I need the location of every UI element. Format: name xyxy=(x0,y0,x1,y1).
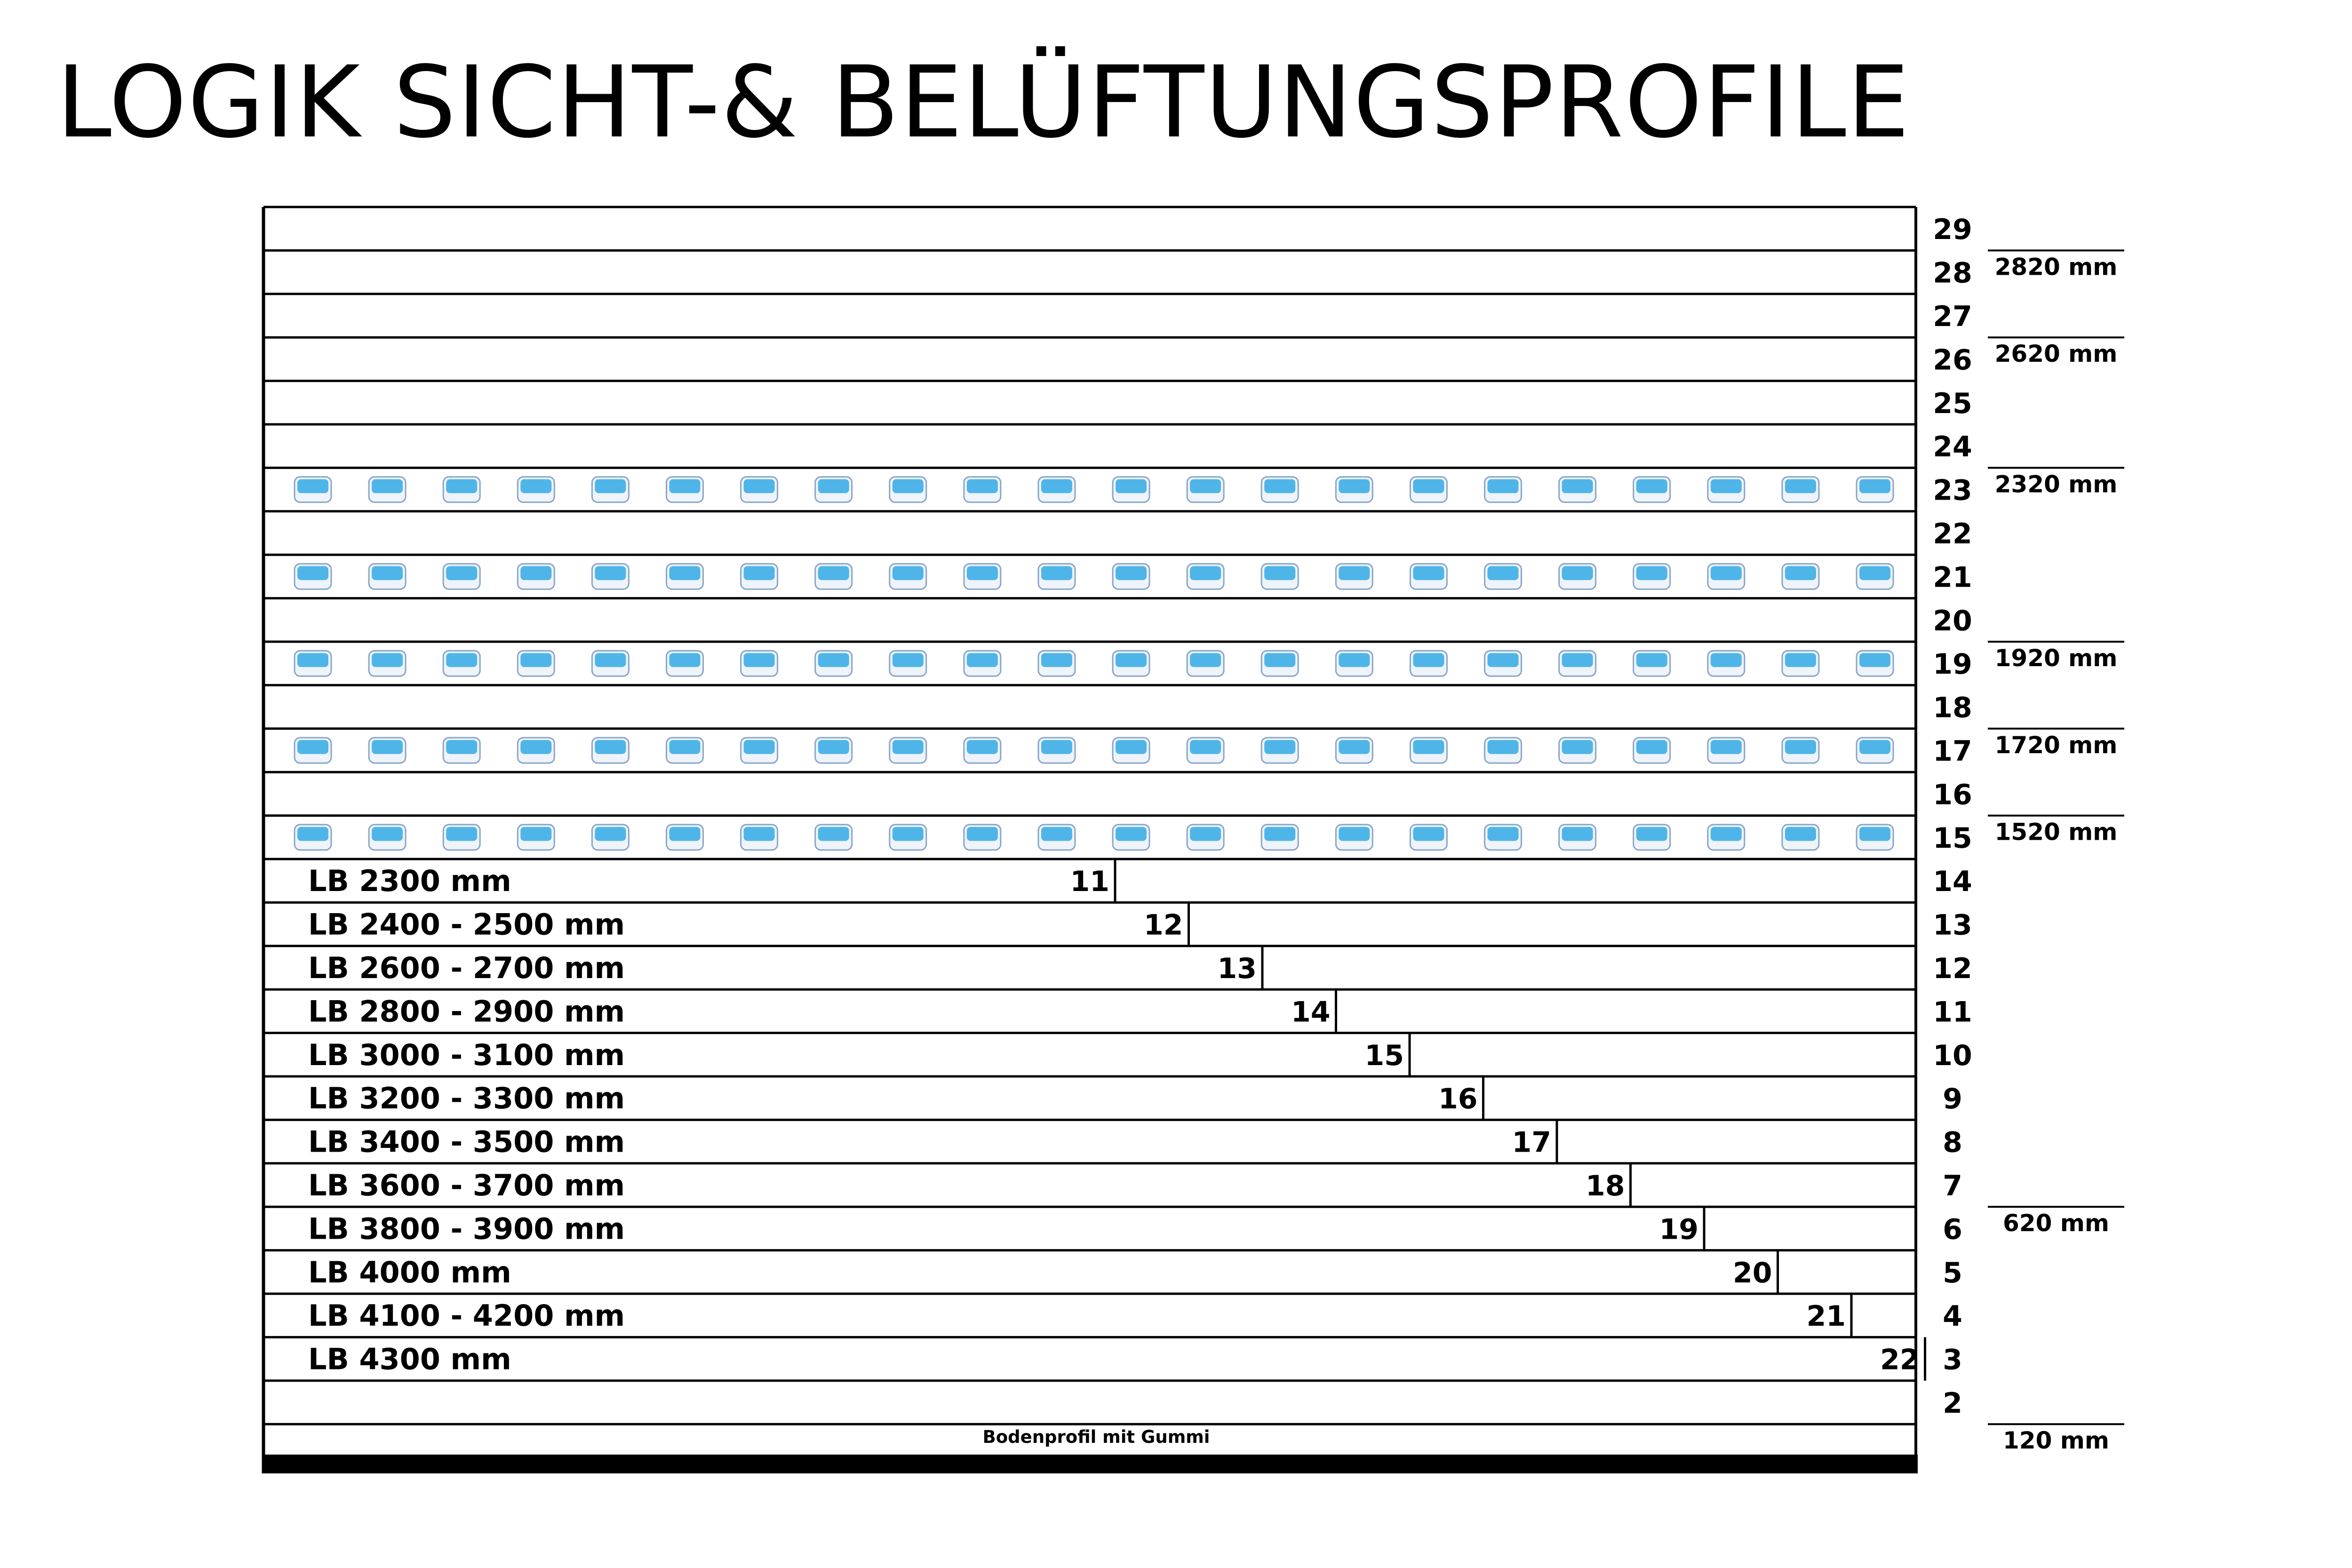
vent-slot-opening xyxy=(669,653,700,667)
vent-slot xyxy=(1038,564,1075,589)
vent-slot xyxy=(1410,651,1447,676)
slat-number: 3 xyxy=(1943,1343,1962,1377)
vent-slot xyxy=(1485,651,1522,676)
vent-slot-opening xyxy=(372,566,403,580)
vent-slot-opening xyxy=(1562,566,1593,580)
vent-slot xyxy=(1559,564,1596,589)
vent-slot xyxy=(1559,651,1596,676)
vent-slot xyxy=(964,825,1001,850)
vent-slot-opening xyxy=(818,566,849,580)
vent-slot xyxy=(295,651,331,676)
slat-number: 20 xyxy=(1933,604,1972,637)
vent-slot-opening xyxy=(744,827,775,841)
height-label: 1920 mm xyxy=(1994,645,2118,672)
vent-slot-opening xyxy=(520,479,551,493)
vent-slot xyxy=(1261,477,1298,502)
vent-slot-opening xyxy=(1711,827,1742,841)
slat-number: 16 xyxy=(1933,778,1972,812)
vent-slot xyxy=(1559,825,1596,850)
vent-slot-opening xyxy=(1339,653,1370,667)
vent-slot-opening xyxy=(520,740,551,754)
vent-slot xyxy=(295,738,331,763)
vent-slot-opening xyxy=(595,740,626,754)
vent-slot xyxy=(443,477,480,502)
vent-slot xyxy=(1782,825,1819,850)
vent-slot-opening xyxy=(1190,653,1221,667)
slat-number: 17 xyxy=(1933,735,1972,768)
vent-slot xyxy=(1187,738,1224,763)
vent-slot xyxy=(815,477,852,502)
slat-count: 16 xyxy=(1438,1082,1478,1116)
vent-slot xyxy=(815,738,852,763)
vent-slot xyxy=(1113,477,1149,502)
vent-slot-opening xyxy=(744,740,775,754)
slat-number: 26 xyxy=(1933,343,1972,377)
height-label: 1720 mm xyxy=(1994,731,2118,759)
vent-slot xyxy=(1261,738,1298,763)
slat-number: 28 xyxy=(1933,256,1972,290)
vent-slot-opening xyxy=(967,653,998,667)
vent-slot-opening xyxy=(1859,827,1890,841)
vent-slot-opening xyxy=(1264,479,1295,493)
slat-number: 14 xyxy=(1933,865,1972,899)
vent-slot xyxy=(1336,651,1372,676)
slat-count: 15 xyxy=(1364,1039,1404,1072)
vent-slot-opening xyxy=(1264,653,1295,667)
vent-slot-opening xyxy=(893,653,924,667)
vent-slot xyxy=(592,738,629,763)
vent-slot-opening xyxy=(744,479,775,493)
vent-slot-opening xyxy=(1116,479,1147,493)
vent-slot-opening xyxy=(1264,827,1295,841)
vent-slot xyxy=(1634,651,1670,676)
vent-slot xyxy=(1261,825,1298,850)
vent-slot-opening xyxy=(297,827,328,841)
slat-count: 11 xyxy=(1070,865,1109,899)
vent-slot xyxy=(295,564,331,589)
vent-slot-opening xyxy=(1190,479,1221,493)
vent-slot-opening xyxy=(1711,479,1742,493)
vent-slot-opening xyxy=(669,827,700,841)
vent-slot-opening xyxy=(372,479,403,493)
vent-slot-opening xyxy=(1859,566,1890,580)
width-range-label: LB 3600 - 3700 mm xyxy=(308,1168,625,1202)
vent-slot-opening xyxy=(1636,479,1667,493)
vent-slot xyxy=(369,738,406,763)
vent-slot xyxy=(1857,825,1893,850)
ventilation-slots xyxy=(295,477,1893,850)
vent-slot-opening xyxy=(520,827,551,841)
vent-slot-opening xyxy=(1413,827,1444,841)
vent-slot xyxy=(890,651,926,676)
vent-slot-opening xyxy=(297,740,328,754)
height-label: 1520 mm xyxy=(1994,818,2118,846)
width-range-label: LB 3800 - 3900 mm xyxy=(308,1211,625,1246)
vent-slot xyxy=(1857,564,1893,589)
width-range-label: LB 3000 - 3100 mm xyxy=(308,1037,625,1072)
vent-slot xyxy=(369,477,406,502)
vent-slot-opening xyxy=(1785,740,1816,754)
vent-slot xyxy=(666,564,703,589)
vent-slot-opening xyxy=(446,827,477,841)
slat-number: 12 xyxy=(1933,952,1972,985)
vent-slot-opening xyxy=(595,653,626,667)
vent-slot-opening xyxy=(372,740,403,754)
vent-slot xyxy=(1038,738,1075,763)
vent-slot-opening xyxy=(744,653,775,667)
slat-count: 12 xyxy=(1144,908,1183,942)
vent-slot-opening xyxy=(297,479,328,493)
slat-number: 8 xyxy=(1943,1126,1962,1159)
bottom-base-bar xyxy=(263,1455,1918,1473)
vent-slot xyxy=(1485,738,1522,763)
vent-slot-opening xyxy=(967,827,998,841)
vent-slot xyxy=(964,477,1001,502)
vent-slot-opening xyxy=(818,827,849,841)
width-range-label: LB 2400 - 2500 mm xyxy=(308,907,625,942)
vent-slot xyxy=(1634,477,1670,502)
vent-slot xyxy=(890,564,926,589)
vent-slot xyxy=(1559,477,1596,502)
vent-slot xyxy=(1634,564,1670,589)
vent-slot-opening xyxy=(1785,827,1816,841)
vent-slot xyxy=(518,477,554,502)
vent-slot-opening xyxy=(1785,566,1816,580)
slat-number: 13 xyxy=(1933,908,1972,942)
width-range-label: LB 4000 mm xyxy=(308,1255,511,1289)
slat-count: 20 xyxy=(1733,1256,1772,1289)
vent-slot-opening xyxy=(595,827,626,841)
vent-slot-opening xyxy=(1190,740,1221,754)
vent-slot xyxy=(1410,564,1447,589)
vent-slot-opening xyxy=(1116,827,1147,841)
vent-slot-opening xyxy=(1339,827,1370,841)
vent-slot xyxy=(1336,564,1372,589)
height-markers xyxy=(1988,250,2124,1454)
vent-slot xyxy=(1559,738,1596,763)
vent-slot xyxy=(443,564,480,589)
vent-slot xyxy=(964,738,1001,763)
vent-slot xyxy=(443,738,480,763)
vent-slot xyxy=(518,738,554,763)
width-range-label: LB 2800 - 2900 mm xyxy=(308,994,625,1029)
vent-slot-opening xyxy=(1041,740,1072,754)
width-range-label: LB 2600 - 2700 mm xyxy=(308,951,625,985)
vent-slot-opening xyxy=(372,653,403,667)
vent-slot-opening xyxy=(1041,479,1072,493)
height-label: 2620 mm xyxy=(1994,340,2118,368)
vent-slot-opening xyxy=(520,653,551,667)
vent-slot-opening xyxy=(818,653,849,667)
slat-count: 18 xyxy=(1586,1170,1625,1202)
vent-slot xyxy=(1187,564,1224,589)
vent-slot xyxy=(666,738,703,763)
vent-slot xyxy=(964,564,1001,589)
vent-slot xyxy=(1634,738,1670,763)
slat-number: 24 xyxy=(1933,430,1972,464)
vent-slot xyxy=(964,651,1001,676)
vent-slot-opening xyxy=(1413,740,1444,754)
slat-count: 17 xyxy=(1512,1126,1551,1159)
vent-slot-opening xyxy=(1413,566,1444,580)
vent-slot-opening xyxy=(1636,740,1667,754)
vent-slot xyxy=(815,564,852,589)
vent-slot-opening xyxy=(1339,479,1370,493)
vent-slot-opening xyxy=(1562,827,1593,841)
vent-slot-opening xyxy=(1413,479,1444,493)
vent-slot-opening xyxy=(1041,653,1072,667)
height-label: 2320 mm xyxy=(1994,470,2118,498)
bottom-profile xyxy=(263,1427,1918,1473)
vent-slot-opening xyxy=(1562,653,1593,667)
vent-slot xyxy=(592,477,629,502)
width-range-label: LB 4100 - 4200 mm xyxy=(308,1298,625,1333)
vent-slot-opening xyxy=(1636,653,1667,667)
slat-number: 29 xyxy=(1933,213,1972,247)
vent-slot xyxy=(369,825,406,850)
vent-slot xyxy=(1782,564,1819,589)
vent-slot xyxy=(443,651,480,676)
width-range-label: LB 2300 mm xyxy=(308,864,511,899)
slat-count: 21 xyxy=(1806,1300,1846,1333)
vent-slot-opening xyxy=(1488,827,1519,841)
vent-slot xyxy=(1857,651,1893,676)
vent-slot xyxy=(1336,477,1372,502)
height-label: 120 mm xyxy=(2003,1427,2109,1455)
vent-slot xyxy=(1038,477,1075,502)
slat-number: 21 xyxy=(1933,561,1972,594)
slat-count: 14 xyxy=(1291,995,1331,1029)
vent-slot-opening xyxy=(1413,653,1444,667)
slat-number: 27 xyxy=(1933,300,1972,333)
vent-slot xyxy=(518,651,554,676)
vent-slot xyxy=(1782,738,1819,763)
vent-slot-opening xyxy=(297,566,328,580)
slat-number: 10 xyxy=(1933,1039,1972,1072)
vent-slot xyxy=(741,651,778,676)
vent-slot-opening xyxy=(1785,479,1816,493)
vent-slot-opening xyxy=(1488,479,1519,493)
vent-slot-opening xyxy=(1041,566,1072,580)
vent-slot-opening xyxy=(1636,566,1667,580)
vent-slot xyxy=(1261,651,1298,676)
vent-slot-opening xyxy=(1562,479,1593,493)
vent-slot-opening xyxy=(669,740,700,754)
vent-slot xyxy=(1485,825,1522,850)
slat-count: 22 xyxy=(1880,1343,1920,1377)
vent-slot xyxy=(815,651,852,676)
vent-slot-opening xyxy=(1711,740,1742,754)
vent-slot-opening xyxy=(1488,566,1519,580)
slat-number: 11 xyxy=(1933,995,1972,1029)
vent-slot-opening xyxy=(744,566,775,580)
vent-slot xyxy=(1708,477,1745,502)
vent-slot xyxy=(1410,738,1447,763)
vent-slot xyxy=(1782,477,1819,502)
vent-slot xyxy=(1857,477,1893,502)
vent-slot-opening xyxy=(595,479,626,493)
vent-slot xyxy=(1187,477,1224,502)
vent-slot-opening xyxy=(1264,566,1295,580)
vent-slot-opening xyxy=(1116,566,1147,580)
vent-slot xyxy=(1113,738,1149,763)
vent-slot-opening xyxy=(669,479,700,493)
vent-slot-opening xyxy=(893,740,924,754)
slat-number: 18 xyxy=(1933,691,1972,724)
vent-slot xyxy=(1708,564,1745,589)
vent-slot xyxy=(815,825,852,850)
vent-slot xyxy=(1187,825,1224,850)
vent-slot xyxy=(295,477,331,502)
vent-slot-opening xyxy=(1190,566,1221,580)
vent-slot xyxy=(592,651,629,676)
slat-number: 9 xyxy=(1943,1082,1962,1116)
width-range-label: LB 3200 - 3300 mm xyxy=(308,1081,625,1116)
vent-slot xyxy=(1485,564,1522,589)
vent-slot-opening xyxy=(1041,827,1072,841)
vent-slot xyxy=(1708,651,1745,676)
vent-slot-opening xyxy=(893,479,924,493)
vent-slot-opening xyxy=(1859,653,1890,667)
vent-slot-opening xyxy=(967,566,998,580)
vent-slot-opening xyxy=(1190,827,1221,841)
vent-slot xyxy=(741,738,778,763)
vent-slot xyxy=(1708,825,1745,850)
vent-slot-opening xyxy=(446,740,477,754)
slat-number: 5 xyxy=(1943,1256,1962,1289)
vent-slot xyxy=(1336,825,1372,850)
page-title: LOGIK SICHT-& BELÜFTUNGSPROFILE xyxy=(56,45,1911,160)
slat-number: 2 xyxy=(1943,1387,1962,1420)
height-label: 620 mm xyxy=(2003,1210,2109,1237)
slat-number: 6 xyxy=(1943,1213,1962,1246)
height-label: 2820 mm xyxy=(1994,253,2118,281)
vent-slot-opening xyxy=(1859,740,1890,754)
vent-slot xyxy=(369,564,406,589)
vent-slot-opening xyxy=(1339,740,1370,754)
vent-slot-opening xyxy=(967,479,998,493)
vent-slot xyxy=(1038,651,1075,676)
vent-slot xyxy=(741,477,778,502)
vent-slot-opening xyxy=(446,653,477,667)
vent-slot xyxy=(592,825,629,850)
vent-slot xyxy=(890,738,926,763)
vent-slot xyxy=(1410,825,1447,850)
vent-slot xyxy=(1038,825,1075,850)
vent-slot xyxy=(741,825,778,850)
vent-slot xyxy=(592,564,629,589)
slat-number: 25 xyxy=(1933,387,1972,420)
vent-slot-opening xyxy=(372,827,403,841)
vent-slot-opening xyxy=(1488,740,1519,754)
vent-slot-opening xyxy=(520,566,551,580)
vent-slot xyxy=(1708,738,1745,763)
vent-slot xyxy=(1261,564,1298,589)
vent-slot xyxy=(1634,825,1670,850)
vent-slot xyxy=(741,564,778,589)
width-range-label: LB 3400 - 3500 mm xyxy=(308,1124,625,1159)
vent-slot-opening xyxy=(818,740,849,754)
vent-slot xyxy=(443,825,480,850)
vent-slot-opening xyxy=(595,566,626,580)
slat-number: 4 xyxy=(1943,1300,1962,1333)
vent-slot-opening xyxy=(1711,566,1742,580)
vent-slot xyxy=(1187,651,1224,676)
vent-slot xyxy=(890,477,926,502)
vent-slot-opening xyxy=(1785,653,1816,667)
vent-slot xyxy=(1782,651,1819,676)
vent-slot-opening xyxy=(1116,740,1147,754)
vent-slot-opening xyxy=(893,566,924,580)
vent-slot xyxy=(1485,477,1522,502)
vent-slot-opening xyxy=(1562,740,1593,754)
vent-slot xyxy=(666,477,703,502)
vent-slot xyxy=(1113,564,1149,589)
slat-number: 15 xyxy=(1933,821,1972,855)
vent-slot xyxy=(369,651,406,676)
vent-slot-opening xyxy=(1264,740,1295,754)
vent-slot-opening xyxy=(1488,653,1519,667)
bottom-profile-label: Bodenprofil mit Gummi xyxy=(982,1427,1210,1448)
vent-slot-opening xyxy=(1859,479,1890,493)
vent-slot xyxy=(295,825,331,850)
width-range-label: LB 4300 mm xyxy=(308,1342,511,1377)
slat-count: 13 xyxy=(1217,952,1257,985)
slat-number: 23 xyxy=(1933,474,1972,507)
vent-slot xyxy=(1336,738,1372,763)
vent-slot-opening xyxy=(446,479,477,493)
vent-slot xyxy=(1857,738,1893,763)
vent-slot xyxy=(1113,651,1149,676)
vent-slot-opening xyxy=(669,566,700,580)
slat-number: 22 xyxy=(1933,517,1972,550)
slat-count: 19 xyxy=(1659,1213,1698,1246)
vent-slot xyxy=(518,564,554,589)
vent-slot-opening xyxy=(446,566,477,580)
vent-slot-opening xyxy=(967,740,998,754)
vent-slot-opening xyxy=(1339,566,1370,580)
vent-slot xyxy=(1410,477,1447,502)
vent-slot-opening xyxy=(1711,653,1742,667)
slat-number: 19 xyxy=(1933,648,1972,681)
vent-slot-opening xyxy=(297,653,328,667)
slat-number: 7 xyxy=(1943,1170,1962,1202)
vent-slot-opening xyxy=(1636,827,1667,841)
vent-slot xyxy=(1113,825,1149,850)
vent-slot-opening xyxy=(1116,653,1147,667)
vent-slot-opening xyxy=(893,827,924,841)
vent-slot-opening xyxy=(818,479,849,493)
vent-slot xyxy=(518,825,554,850)
vent-slot xyxy=(666,651,703,676)
vent-slot xyxy=(890,825,926,850)
vent-slot xyxy=(666,825,703,850)
